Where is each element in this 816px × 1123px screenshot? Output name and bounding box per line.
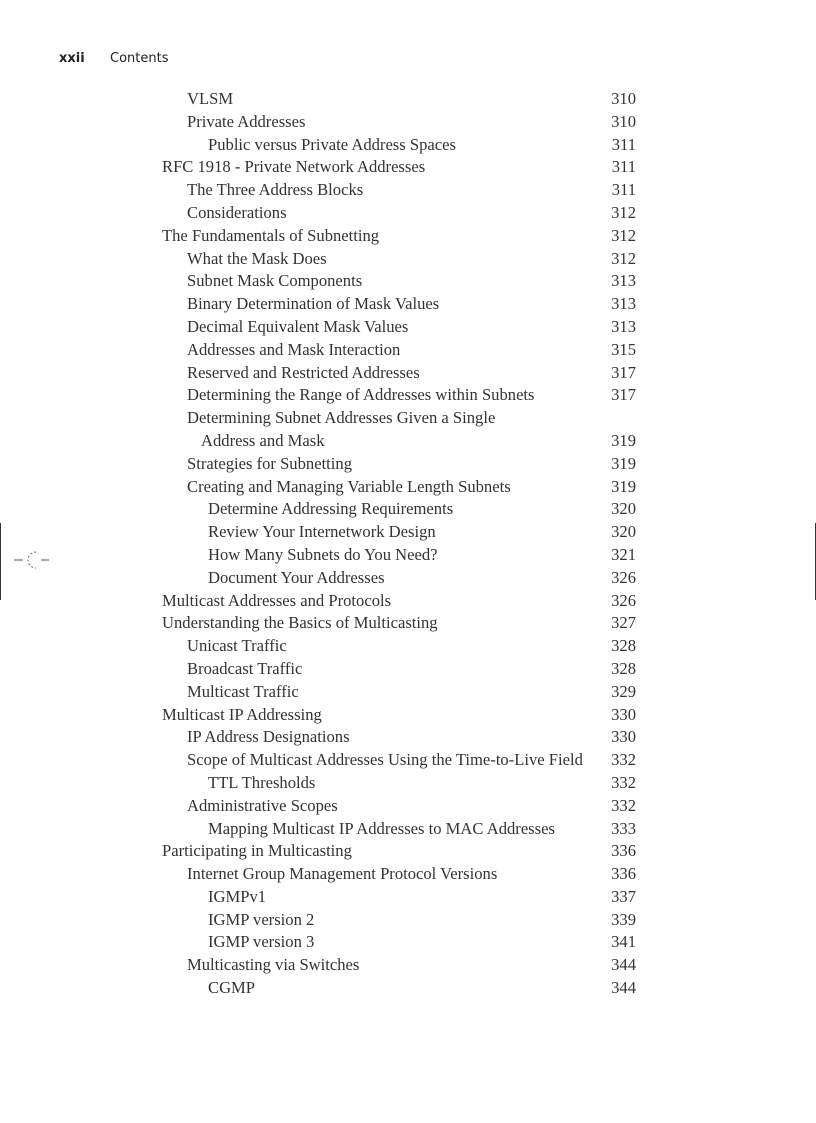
toc-entry-title: Internet Group Management Protocol Versions <box>187 864 498 884</box>
toc-entry-title: Document Your Addresses <box>208 567 385 587</box>
toc-entry <box>162 658 636 681</box>
toc-entry <box>162 179 636 202</box>
toc-entry-page: 313 <box>611 294 636 314</box>
toc-entry-title: CGMP <box>208 978 256 998</box>
toc-entry-title: Determining Subnet Addresses Given a Single <box>187 408 496 428</box>
toc-entry-title: Understanding the Basics of Multicasting <box>162 613 438 633</box>
toc-entry <box>162 407 636 430</box>
toc-entry-title: Mapping Multicast IP Addresses to MAC Addresses <box>208 818 555 838</box>
running-head <box>59 51 168 69</box>
toc-entry <box>162 339 636 362</box>
toc-entry <box>162 635 636 658</box>
toc-entry-title: Subnet Mask Components <box>187 271 363 291</box>
toc-entry-title: TTL Thresholds <box>208 772 316 792</box>
toc-entry <box>162 453 636 476</box>
toc-entry-title: IGMP version 3 <box>208 932 315 952</box>
toc-entry-title: Binary Determination of Mask Values <box>187 294 440 314</box>
toc-entry-page: 311 <box>611 134 636 154</box>
toc-entry-page: 311 <box>611 180 636 200</box>
toc-entry-page: 313 <box>611 316 636 336</box>
toc-entry-page: 336 <box>611 864 636 884</box>
page-number: xxii <box>59 51 85 66</box>
toc-entry-page: 341 <box>611 932 636 952</box>
toc-entry-title: Determining the Range of Addresses within Subnets <box>187 385 535 405</box>
toc-entry <box>162 567 636 590</box>
toc-entry <box>162 840 636 863</box>
toc-entry-title: Private Addresses <box>187 111 306 131</box>
toc-entry-title: Determine Addressing Requirements <box>208 499 454 519</box>
toc-entry-page: 326 <box>611 590 636 610</box>
toc-entry <box>162 270 636 293</box>
toc-entry <box>162 931 636 954</box>
toc-entry-page: 320 <box>611 499 636 519</box>
toc-entry-page: 332 <box>611 795 636 815</box>
toc-entry-title: IP Address Designations <box>187 727 350 747</box>
toc-entry-page: 315 <box>611 339 636 359</box>
toc-entry-title: Multicasting via Switches <box>187 955 360 975</box>
toc-entry <box>162 681 636 704</box>
toc-entry-title: Broadcast Traffic <box>187 658 303 678</box>
toc-entry-page: 311 <box>611 157 636 177</box>
toc-entry-title: The Three Address Blocks <box>187 180 364 200</box>
toc-entry-page: 333 <box>611 818 636 838</box>
toc-entry-title: RFC 1918 - Private Network Addresses <box>162 157 426 177</box>
toc-entry <box>162 156 636 179</box>
toc-entry-title: Multicast Traffic <box>187 681 299 701</box>
toc-entry <box>162 909 636 932</box>
toc-entry-title: Decimal Equivalent Mask Values <box>187 316 409 336</box>
toc-entry <box>162 749 636 772</box>
toc-entry-page: 344 <box>611 955 636 975</box>
toc-entry-page: 328 <box>611 658 636 678</box>
toc-entry <box>162 293 636 316</box>
toc-entry-page: 313 <box>611 271 636 291</box>
toc-entry <box>162 430 636 453</box>
toc-entry <box>162 202 636 225</box>
toc-entry-page: 317 <box>611 362 636 382</box>
toc-entry-page: 319 <box>611 453 636 473</box>
toc-entry-page: 332 <box>611 772 636 792</box>
toc-entry-page: 319 <box>611 476 636 496</box>
toc-entry-page: 330 <box>611 704 636 724</box>
toc-entry <box>162 612 636 635</box>
toc-entry-page: 339 <box>611 909 636 929</box>
running-title: Contents <box>110 51 169 66</box>
toc-entry <box>162 384 636 407</box>
toc-entry <box>162 248 636 271</box>
toc-entry-title: What the Mask Does <box>187 248 327 268</box>
toc-entry-title: Reserved and Restricted Addresses <box>187 362 420 382</box>
toc-entry-page: 312 <box>611 248 636 268</box>
crop-mark-left <box>0 523 1 600</box>
toc-entry-page: 317 <box>611 385 636 405</box>
toc-entry-page: 329 <box>611 681 636 701</box>
toc-entry <box>162 521 636 544</box>
toc-entry <box>162 772 636 795</box>
toc-entry <box>162 977 636 1000</box>
toc-entry <box>162 590 636 613</box>
toc-entry-page: 330 <box>611 727 636 747</box>
toc-entry-page: 310 <box>611 89 636 108</box>
toc-entry <box>162 704 636 727</box>
toc-entry-title: Scope of Multicast Addresses Using the Time-to-Live Field <box>187 750 583 770</box>
toc-entry <box>162 316 636 339</box>
toc-entry <box>162 362 636 385</box>
toc-entry-page: 327 <box>611 613 636 633</box>
toc-entry-title: Public versus Private Address Spaces <box>208 134 456 154</box>
toc-entry-page: 332 <box>611 750 636 770</box>
toc-entry <box>162 818 636 841</box>
toc-entry-title: Review Your Internetwork Design <box>208 522 436 542</box>
toc-entry-title: Considerations <box>187 202 287 222</box>
toc-entry <box>162 111 636 134</box>
toc-entry-title: Strategies for Subnetting <box>187 453 352 473</box>
toc-entry-title: Participating in Multicasting <box>162 841 352 861</box>
toc-entry <box>162 726 636 749</box>
toc-entry <box>162 544 636 567</box>
toc-entry-page: 344 <box>611 978 636 998</box>
toc-entry-title: Multicast IP Addressing <box>162 704 322 724</box>
toc-entry-page: 328 <box>611 636 636 656</box>
toc-entry <box>162 954 636 977</box>
toc-entry-title: Unicast Traffic <box>187 636 287 656</box>
toc-entry <box>162 476 636 499</box>
toc-entry-title: IGMP version 2 <box>208 909 315 929</box>
toc-entry-page: 336 <box>611 841 636 861</box>
toc-entry-page: 319 <box>611 430 636 450</box>
toc-entry-page: 320 <box>611 522 636 542</box>
toc-entry-title: Creating and Managing Variable Length Subnets <box>187 476 511 496</box>
toc-entry-page: 312 <box>611 202 636 222</box>
toc-entry-page: 310 <box>611 111 636 131</box>
toc-entry <box>162 225 636 248</box>
toc-entry-page: 337 <box>611 886 636 906</box>
toc-entry-title: The Fundamentals of Subnetting <box>162 225 380 245</box>
toc-entry <box>162 886 636 909</box>
toc-entry-page: 326 <box>611 567 636 587</box>
toc-entry <box>162 88 636 111</box>
toc-entry-page: 312 <box>611 225 636 245</box>
toc-entry <box>162 863 636 886</box>
toc-entry-title: Multicast Addresses and Protocols <box>162 590 392 610</box>
toc-entry <box>162 134 636 157</box>
toc-entry <box>162 795 636 818</box>
toc-entry-title: Administrative Scopes <box>187 795 338 815</box>
toc-entry-title: Address and Mask <box>201 430 325 450</box>
toc-entry-title: VLSM <box>187 89 234 108</box>
registration-mark-icon <box>14 549 52 571</box>
toc-entry-title: Addresses and Mask Interaction <box>187 339 401 359</box>
table-of-contents <box>162 88 636 1000</box>
toc-entry-page: 321 <box>611 544 636 564</box>
toc-entry <box>162 498 636 521</box>
toc-entry-title: How Many Subnets do You Need? <box>208 544 438 564</box>
toc-entry-title: IGMPv1 <box>208 886 267 906</box>
